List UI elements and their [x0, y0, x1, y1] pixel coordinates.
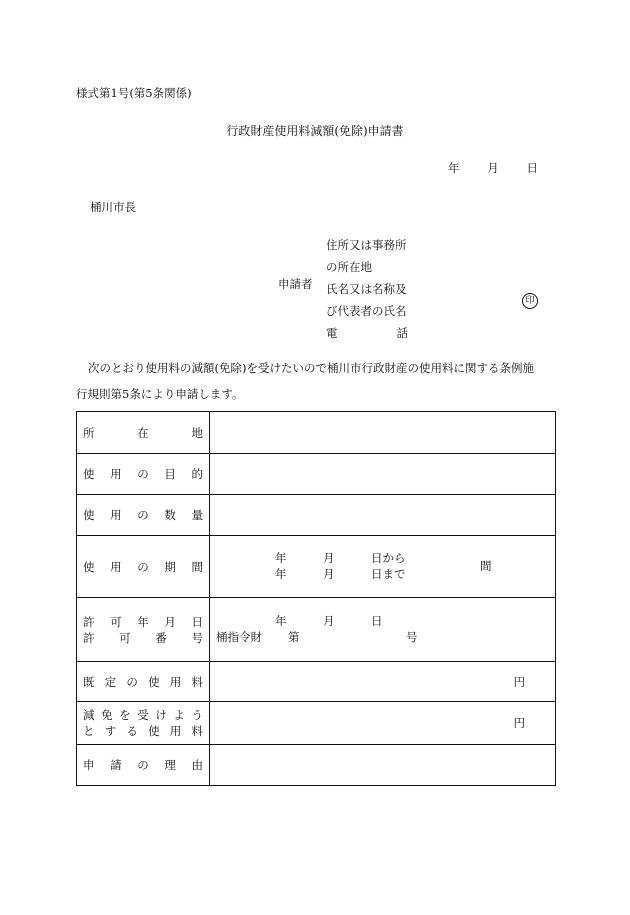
date-month: 月: [487, 161, 499, 175]
label-location: 所 在 地: [77, 412, 210, 454]
label-period: 使 用 の 期 間: [77, 536, 210, 598]
form-number: 様式第1号(第5条関係): [76, 86, 192, 100]
label-purpose: 使 用 の 目 的: [77, 454, 210, 495]
row-reason: [77, 745, 556, 786]
field-permit[interactable]: 年 月 日 桶指令財 第 号: [210, 598, 556, 662]
request-statement-line1: 次のとおり使用料の減額(免除)を受けたいので桶川市行政財産の使用料に関する条例施: [88, 361, 534, 375]
permit-prefix: 桶指令財: [216, 630, 262, 644]
field-quantity[interactable]: [210, 495, 556, 536]
address-label-2: の所在地: [326, 260, 372, 274]
row-purpose: [77, 454, 556, 495]
label-standard-fee: 既 定 の 使 用 料: [77, 662, 210, 702]
applicant-label: 申請者: [278, 277, 313, 291]
yen-unit: 円: [513, 716, 525, 730]
label-reduced-fee: 減 免 を 受 け よ う と す る 使 用 料: [77, 702, 210, 745]
document-title: 行政財産使用料減額(免除)申請書: [226, 124, 404, 138]
row-standard-fee: [77, 662, 556, 702]
application-table: [76, 411, 556, 786]
name-label-1: 氏名又は名称及: [326, 282, 407, 296]
row-reduced-fee: [77, 702, 556, 745]
row-location: [77, 412, 556, 454]
date-line: [448, 160, 538, 176]
field-location[interactable]: [210, 412, 556, 454]
field-reason[interactable]: [210, 745, 556, 786]
applicant-fields: [326, 234, 408, 344]
date-day: 日: [526, 161, 538, 175]
field-purpose[interactable]: [210, 454, 556, 495]
label-quantity: 使 用 の 数 量: [77, 495, 210, 536]
name-label-2: び代表者の氏名: [326, 304, 407, 318]
row-quantity: [77, 495, 556, 536]
label-reason: 申 請 の 理 由: [77, 745, 210, 786]
field-standard-fee[interactable]: [210, 662, 556, 702]
address-label-1: 住所又は事務所: [326, 238, 407, 252]
request-statement: [76, 355, 558, 407]
request-statement-line2: 行規則第5条により申請します。: [76, 387, 244, 401]
label-permit: 許 可 年 月 日 許 可 番 号: [77, 598, 210, 662]
row-permit: [77, 598, 556, 662]
seal-mark: 印: [522, 293, 538, 309]
period-total: 間: [480, 559, 492, 573]
field-reduced-fee[interactable]: [210, 702, 556, 745]
date-year: 年: [448, 161, 460, 175]
telephone-label: 電 話: [326, 326, 408, 340]
addressee: 桶川市長: [90, 200, 136, 214]
yen-unit: 円: [513, 675, 525, 689]
row-period: [77, 536, 556, 598]
field-period[interactable]: 年 月 日から 年 月 日まで 間: [210, 536, 556, 598]
